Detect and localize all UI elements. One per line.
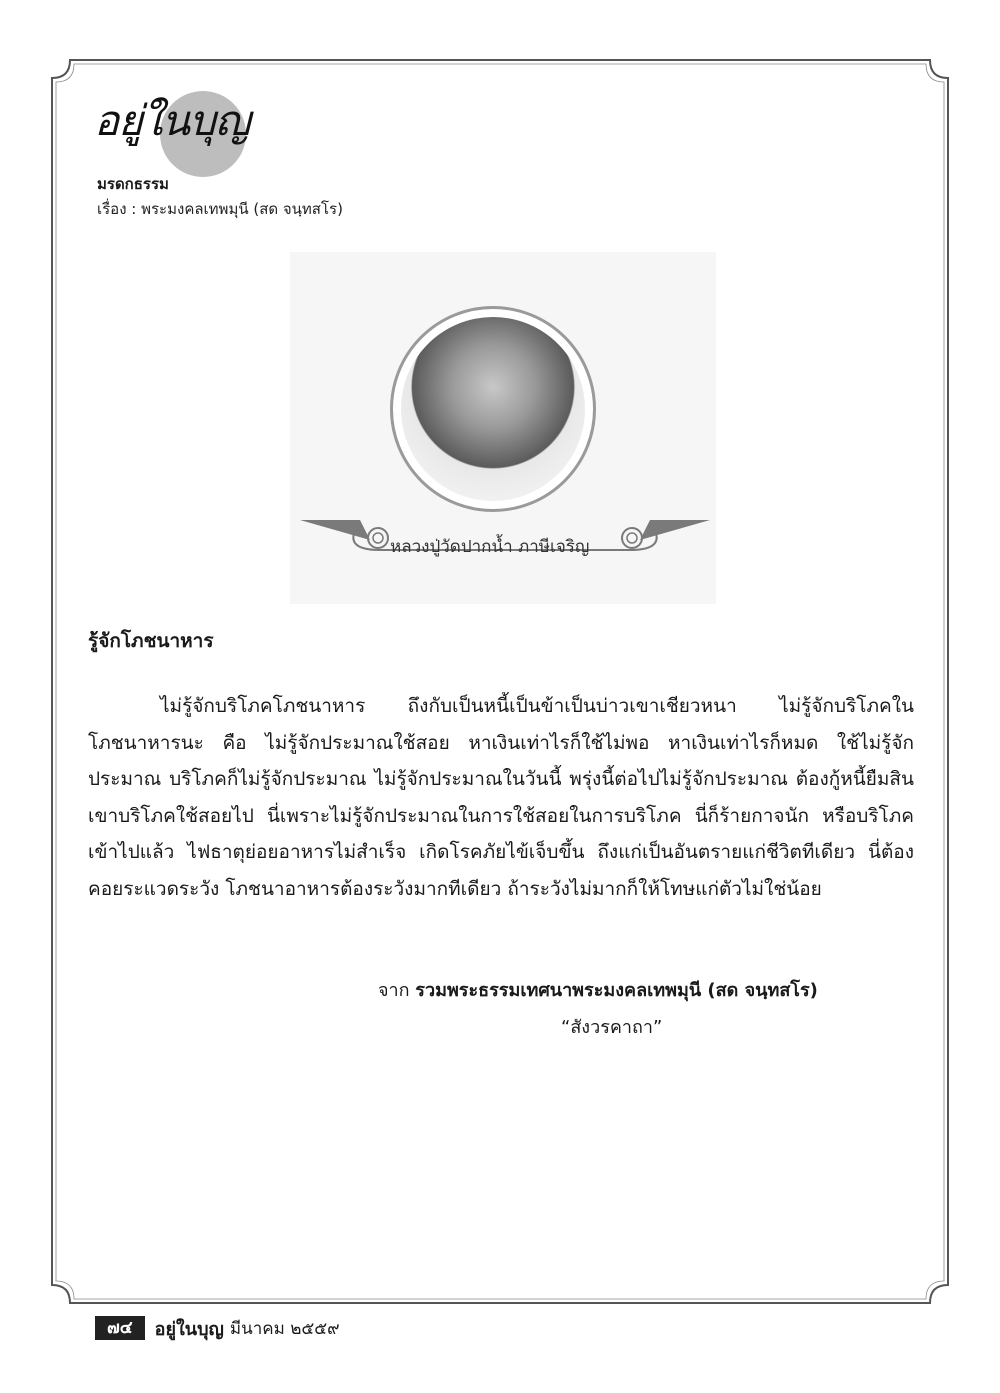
- byline: เรื่อง : พระมงคลเทพมุนี (สด จนฺทสโร): [97, 200, 343, 218]
- source-prefix: จาก: [378, 980, 410, 1001]
- portrait-photo: [390, 306, 596, 512]
- portrait-card: [290, 252, 716, 604]
- page-footer: [95, 1316, 340, 1340]
- section-label: มรดกธรรม: [97, 175, 169, 193]
- footer-issue-date: มีนาคม ๒๕๕๙: [229, 1318, 340, 1339]
- source-citation: [378, 975, 818, 1004]
- page-number: ๗๔: [95, 1316, 145, 1340]
- magazine-logo: อยู่ในบุญ: [94, 96, 250, 145]
- article-body: ไม่รู้จักบริโภคโภชนาหาร ถึงกับเป็นหนี้เป็นข้าเป็นบ่าวเขาเชียวหนา ไม่รู้จักบริโภคในโภชนาหารนะ คือ ไม่รู้จักประมาณใช้สอย หาเงินเท่าไรก็ใช้ไม่พอ หาเงินเท่าไรก็หมด ใช้ไม่รู้จักประมาณ บริโภคก็ไม่รู้จักประมาณ ไม่รู้จักประมาณในวันนี้ พรุ่งนี้ต่อไปไม่รู้จักประมาณ ต้องกู้หนี้ยืมสินเขาบริโภคใช้สอยไป นี่เพราะไม่รู้จักประมาณในการใช้สอยในการบริโภค นี่ก็ร้ายกาจนัก หรือบริโภคเข้าไปแล้ว ไฟธาตุย่อยอาหารไม่สำเร็จ เกิดโรคภัยไข้เจ็บขึ้น ถึงแก่เป็นอันตรายแก่ชีวิตทีเดียว นี่ต้องคอยระแวดระวัง โภชนาอาหารต้องระวังมากทีเดียว ถ้าระวังไม่มากก็ให้โทษแก่ตัวไม่ใช่น้อย: [88, 695, 914, 900]
- source-subtitle: “สังวรคาถา”: [561, 1017, 663, 1038]
- portrait-caption: หลวงปู่วัดปากน้ำ ภาษีเจริญ: [390, 537, 590, 557]
- footer-magazine-name: อยู่ในบุญ: [154, 1318, 224, 1340]
- source-title: รวมพระธรรมเทศนาพระมงคลเทพมุนี (สด จนฺทสโร): [415, 980, 818, 1001]
- article-heading: รู้จักโภชนาหาร: [88, 630, 214, 652]
